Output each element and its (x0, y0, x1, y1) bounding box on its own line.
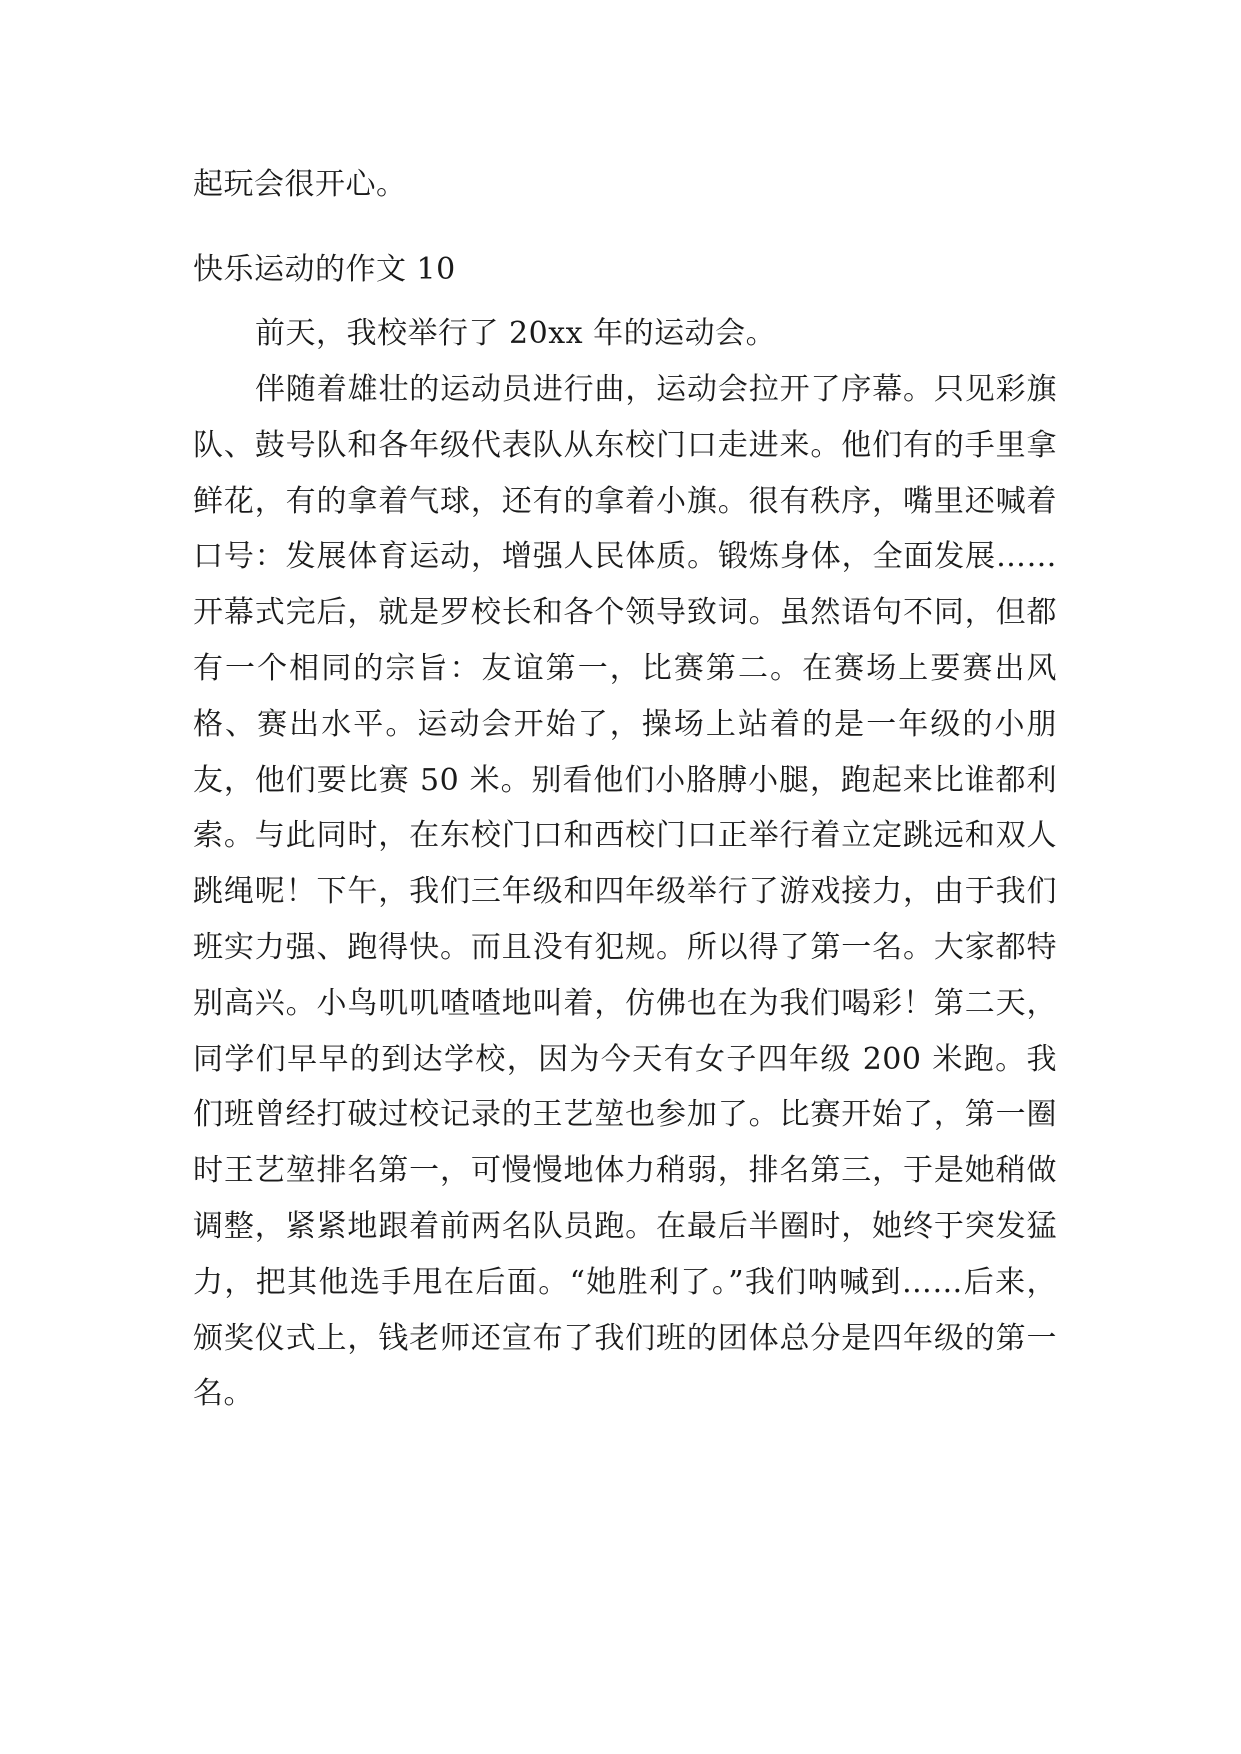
paragraph-intro: 前天，我校举行了 20xx 年的运动会。 (255, 316, 777, 351)
continuation-text: 起玩会很开心。 (193, 167, 407, 202)
essay-heading: 快乐运动的作文 10 (193, 252, 456, 287)
paragraph-body: 伴随着雄壮的运动员进行曲，运动会拉开了序幕。只见彩旗队、鼓号队和各年级代表队从东校门口走进来。他们有的手里拿鲜花，有的拿着气球，还有的拿着小旗。很有秩序，嘴里还喊着口号：发展体育运动，增强人民体质。锻炼身体，全面发展……开幕式完后，就是罗校长和各个领导致词。虽然语句不同，但都有一个相同的宗旨：友谊第一，比赛第二。在赛场上要赛出风格、赛出水平。运动会开始了，操场上站着的是一年级的小朋友，他们要比赛 50 米。别看他们小胳膊小腿，跑起来比谁都利索。与此同时，在东校门口和西校门口正举行着立定跳远和双人跳绳呢！下午，我们三年级和四年级举行了游戏接力，由于我们班实力强、跑得快。而且没有犯规。所以得了第一名。大家都特别高兴。小鸟叽叽喳喳地叫着，仿佛也在为我们喝彩！第二天，同学们早早的到达学校，因为今天有女子四年级 200 米跑。我们班曾经打破过校记录的王艺堃也参加了。比赛开始了，第一圈时王艺堃排名第一，可慢慢地体力稍弱，排名第三，于是她稍做调整，紧紧地跟着前两名队员跑。在最后半圈时，她终于突发猛力，把其他选手甩在后面。“她胜利了。”我们呐喊到……后来，颁奖仪式上，钱老师还宣布了我们班的团体总分是四年级的第一名。 (193, 372, 1057, 1412)
